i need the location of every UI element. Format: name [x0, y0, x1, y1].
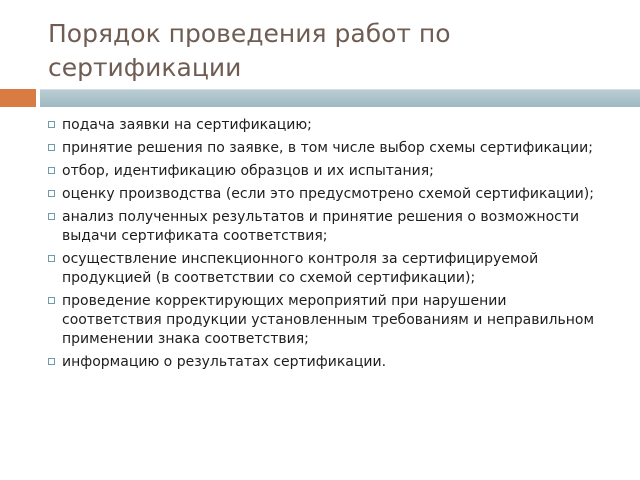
- list-item: [48, 353, 608, 372]
- bullet-list: [48, 116, 608, 376]
- accent-band: [0, 89, 36, 107]
- list-item-text: подача заявки на сертификацию;: [62, 117, 312, 133]
- list-item: [48, 208, 608, 246]
- slide-title: Порядок проведения работ по сертификации: [48, 19, 451, 82]
- square-bullet-icon: [48, 167, 55, 174]
- list-item-text: отбор, идентификацию образцов и их испытания;: [62, 163, 434, 179]
- list-item: [48, 116, 608, 135]
- list-item-text: осуществление инспекционного контроля за сертифицируемой продукцией (в соответствии со схемой сертификации);: [62, 251, 539, 286]
- list-item: [48, 185, 608, 204]
- list-item-text: принятие решения по заявке, в том числе выбор схемы сертификации;: [62, 140, 593, 156]
- square-bullet-icon: [48, 255, 55, 262]
- list-item: [48, 250, 608, 288]
- list-item-text: анализ полученных результатов и принятие решения о возможности выдачи сертификата соответствия;: [62, 209, 580, 244]
- list-item: [48, 139, 608, 158]
- square-bullet-icon: [48, 190, 55, 197]
- title-band: [40, 89, 640, 107]
- list-item: [48, 162, 608, 181]
- list-item-text: проведение корректирующих мероприятий при нарушении соответствия продукции установленным требованиям и неправильном применении знака соответствия;: [62, 293, 595, 347]
- square-bullet-icon: [48, 297, 55, 304]
- square-bullet-icon: [48, 358, 55, 365]
- list-item-text: оценку производства (если это предусмотрено схемой сертификации);: [62, 186, 594, 202]
- list-item: [48, 292, 608, 349]
- square-bullet-icon: [48, 213, 55, 220]
- square-bullet-icon: [48, 144, 55, 151]
- list-item-text: информацию о результатах сертификации.: [62, 354, 387, 370]
- square-bullet-icon: [48, 121, 55, 128]
